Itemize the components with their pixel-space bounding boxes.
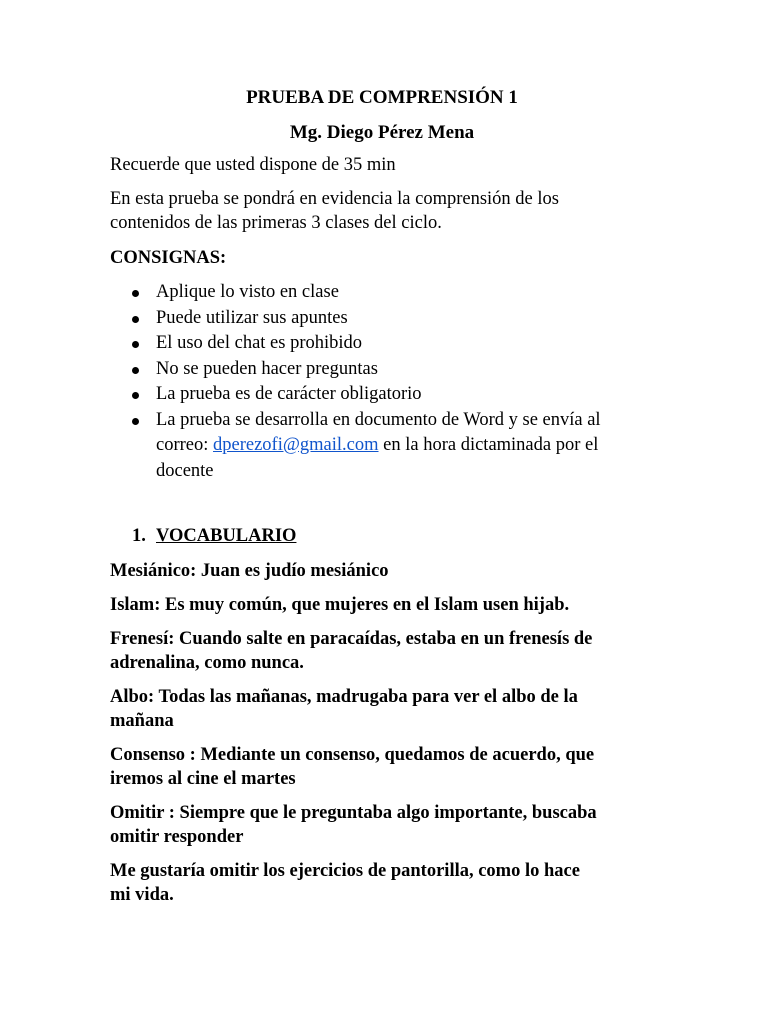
list-item-text: Aplique lo visto en clase xyxy=(156,282,339,302)
list-item xyxy=(110,306,670,332)
vocab-entry xyxy=(110,801,670,849)
vocab-entry xyxy=(110,743,670,791)
list-item-text: correo: xyxy=(156,435,214,455)
list-item xyxy=(110,331,670,357)
list-item-text: Puede utilizar sus apuntes xyxy=(156,307,348,328)
list-item-text: El uso del chat es prohibido xyxy=(156,333,363,353)
vocab-line: mañana xyxy=(110,711,174,731)
section-title: VOCABULARIO xyxy=(156,526,297,546)
vocab-line: Albo: Todas las mañanas, madrugaba para ver el albo de la xyxy=(110,687,578,707)
intro-line: En esta prueba se pondrá en evidencia la comprensión de los xyxy=(110,189,559,209)
bullet-icon xyxy=(132,367,139,374)
list-item-text: No se pueden hacer preguntas xyxy=(156,358,378,379)
list-item-text: en la hora dictaminada por el xyxy=(378,435,599,455)
list-item xyxy=(110,280,670,306)
vocab-line: mi vida. xyxy=(110,885,174,905)
vocab-line: omitir responder xyxy=(110,827,244,847)
intro-line: contenidos de las primeras 3 clases del ciclo. xyxy=(110,213,442,233)
intro-paragraph xyxy=(110,187,655,235)
document-title: PRUEBA DE COMPRENSIÓN 1 xyxy=(246,87,518,108)
list-item-text: La prueba es de carácter obligatorio xyxy=(156,384,422,404)
vocab-line: iremos al cine el martes xyxy=(110,769,296,789)
list-item xyxy=(110,408,670,485)
vocab-entry xyxy=(110,685,670,733)
list-item-text: docente xyxy=(156,460,214,481)
vocab-line: Me gustaría omitir los ejercicios de pantorilla, como lo hace xyxy=(110,861,580,881)
vocab-line: adrenalina, como nunca. xyxy=(110,653,304,673)
list-item xyxy=(110,382,670,408)
vocab-line: Omitir : Siempre que le preguntaba algo importante, buscaba xyxy=(110,803,597,823)
author-name: Mg. Diego Pérez Mena xyxy=(289,122,475,143)
vocab-line: Consenso : Mediante un consenso, quedamos de acuerdo, que xyxy=(110,745,595,765)
section-number: 1. xyxy=(132,526,146,546)
vocab-line: Islam: Es muy común, que mujeres en el Islam usen hijab. xyxy=(110,595,570,615)
consignas-list xyxy=(110,280,670,484)
list-item-text: La prueba se desarrolla en documento de Word y se envía al xyxy=(156,409,601,430)
list-item xyxy=(110,357,670,383)
section-heading xyxy=(132,524,296,548)
vocab-entry xyxy=(110,559,670,583)
vocab-entry xyxy=(110,859,670,907)
vocab-line: Frenesí: Cuando salte en paracaídas, estaba en un frenesís de xyxy=(110,629,593,649)
vocab-line: Mesiánico: Juan es judío mesiánico xyxy=(110,561,389,581)
vocab-entry xyxy=(110,627,670,675)
bullet-icon xyxy=(132,341,139,348)
bullet-icon xyxy=(132,316,139,323)
consignas-heading: CONSIGNAS: xyxy=(110,248,227,268)
bullet-icon xyxy=(132,418,139,425)
vocab-entry xyxy=(110,593,670,617)
email-link[interactable]: dperezofi@gmail.com xyxy=(213,435,379,455)
bullet-icon xyxy=(132,392,139,399)
time-reminder: Recuerde que usted dispone de 35 min xyxy=(110,155,396,175)
bullet-icon xyxy=(132,290,139,297)
